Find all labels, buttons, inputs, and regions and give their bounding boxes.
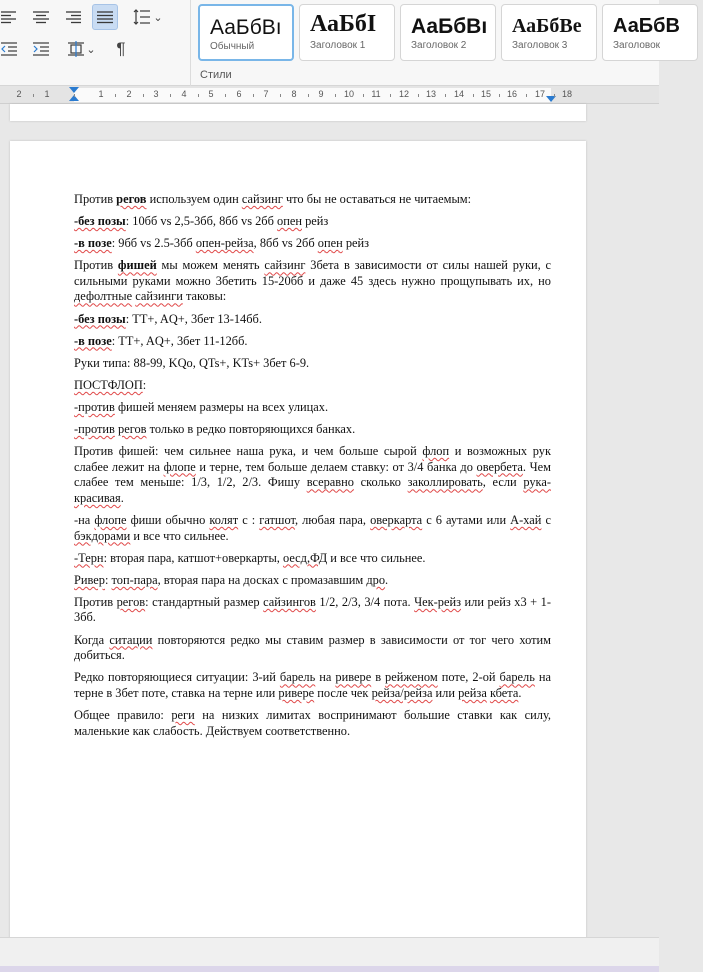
ruler-tick — [473, 94, 474, 97]
ruler-tick-label: 1 — [44, 89, 50, 99]
misspelled-word: -в позе — [74, 236, 112, 251]
ruler-tick — [225, 94, 226, 97]
misspelled-word: -против — [74, 422, 115, 437]
ruler-tick-label: 18 — [561, 89, 573, 99]
ruler-tick — [526, 94, 527, 97]
ruler-tick — [170, 94, 171, 97]
style-normal[interactable] — [198, 4, 294, 61]
misspelled-word: топ-пара — [111, 572, 158, 587]
document-paragraph[interactable]: -против регов только в редко повторяющихся банках. — [74, 422, 356, 437]
style-name: Заголовок — [613, 40, 661, 51]
misspelled-word: -без позы — [74, 311, 126, 326]
misspelled-word: опен — [277, 214, 302, 229]
paragraph-spacing-icon — [68, 41, 84, 57]
misspelled-word: Чек-рейз — [414, 594, 461, 609]
document-paragraph[interactable]: Против регов используем один сайзинг что бы не оставаться не читаемым: — [74, 192, 472, 206]
ruler-text-area — [74, 88, 551, 102]
misspelled-word: флоп — [422, 444, 450, 459]
document-paragraph[interactable]: -в позе: TT+, AQ+, 3бет 11-12бб. — [74, 333, 248, 348]
misspelled-word: всеравно — [306, 475, 354, 490]
status-bar — [0, 937, 659, 972]
misspelled-word: дро — [366, 572, 386, 587]
misspelled-word: А-хай — [510, 513, 542, 527]
ruler-tick-label: 3 — [153, 89, 159, 99]
document-paragraph[interactable]: Против фишей: чем сильнее наша рука, и чем больше сырой флоп и возможных рук слабее лежит на флопе и терне, тем больше делаем ставку: от 3/4 банка до овербета. Чем слабее тем меньше: 1/3, 1/2, 2/3. Фишу всеравно сколько заколлировать, если рука-красивая. — [74, 444, 552, 505]
style-sample: АаБбВı — [411, 15, 488, 38]
ruler-tick — [115, 94, 116, 97]
misspelled-word: ситации — [109, 632, 153, 647]
misspelled-word: барель — [279, 670, 316, 685]
ruler-tick-label: 16 — [506, 89, 518, 99]
horizontal-ruler[interactable] — [0, 86, 659, 104]
first-line-indent-marker[interactable] — [69, 87, 79, 93]
document-paragraph[interactable]: Когда ситации повторяются редко мы ставим размер в зависимости от тог чего хотим добиться. — [74, 632, 551, 663]
chevron-down-icon: ⌄ — [153, 11, 163, 24]
document-paragraph[interactable]: -в позе: 9бб vs 2.5-3бб опен-рейза, 8бб vs 2бб опен рейз — [74, 236, 370, 251]
style-heading-2[interactable] — [400, 4, 496, 61]
document-paragraph[interactable]: Общее правило: реги на низких лимитах воспринимают большие ставки как силу, маленькие как слабость. Действуем соответственно. — [74, 707, 551, 738]
misspelled-word: сайзинг — [264, 258, 306, 273]
misspelled-word: овербета — [476, 459, 523, 474]
misspelled-word: рейза/рейза — [371, 685, 433, 700]
ruler-tick-label: 12 — [398, 89, 410, 99]
style-name: Заголовок 3 — [512, 40, 568, 51]
pilcrow-icon: ¶ — [116, 39, 126, 58]
align-left-button[interactable] — [0, 4, 22, 30]
chevron-down-icon: ⌄ — [86, 43, 96, 56]
document-canvas[interactable] — [0, 104, 659, 937]
ruler-tick-label: 8 — [291, 89, 297, 99]
misspelled-word: сайзинги — [135, 289, 183, 304]
misspelled-word: дефолтные — [74, 289, 133, 304]
misspelled-word: опен-рейза — [195, 236, 254, 251]
formatting-marks-button[interactable] — [108, 36, 134, 62]
ruler-tick — [445, 94, 446, 97]
misspelled-word: рейженом — [385, 670, 438, 685]
document-paragraph[interactable]: Против фишей мы можем менять сайзинг 3бета в зависимости от силы нашей руки, с сильными руками можно 3бетить 15-20бб и даже 45 здесь нужно прощупывать их, но дефолтные сайзинги таковы: — [74, 258, 552, 304]
align-justify-icon — [97, 10, 113, 24]
misspelled-word: ривере — [278, 685, 315, 700]
line-spacing-dropdown[interactable] — [126, 4, 170, 30]
document-paragraph[interactable]: Редко повторяющиеся ситуации: 3-ий барель на ривере в рейженом поте, 2-ой барель на терне в 3бет поте, ставка на терне или ривере после чек рейза/рейза или рейза кбета. — [74, 670, 551, 700]
line-spacing-icon — [133, 9, 151, 25]
style-name: Обычный — [210, 41, 255, 52]
ruler-tick-label: 5 — [208, 89, 214, 99]
ruler-tick — [418, 94, 419, 97]
misspelled-word: кбета — [489, 685, 519, 700]
misspelled-word: барель — [499, 670, 535, 685]
ruler-tick — [499, 94, 500, 97]
misspelled-word: реги — [171, 707, 195, 722]
document-paragraph[interactable]: -на флопе фиши обычно колят с : гатшот, любая пара, оверкарта с 6 аутами или А-хай с бэкдорами и все что сильнее. — [74, 513, 551, 543]
styles-group-label: Стили — [200, 69, 232, 81]
misspelled-word: флопе — [94, 513, 127, 527]
misspelled-word: регов — [116, 594, 146, 609]
align-justify-button[interactable] — [92, 4, 118, 30]
misspelled-word: опен — [317, 236, 343, 251]
increase-indent-button[interactable] — [28, 36, 54, 62]
align-right-icon — [65, 10, 81, 24]
ruler-tick — [143, 94, 144, 97]
style-sample: АаБбВе — [512, 15, 582, 37]
ruler-tick-label: 2 — [16, 89, 22, 99]
misspelled-word: регов — [118, 422, 147, 437]
document-paragraph[interactable]: Против регов: стандартный размер сайзингов 1/2, 2/3, 3/4 пота. Чек-рейз или рейз х3 + 1-3бб. — [74, 594, 552, 625]
document-page[interactable] — [10, 141, 586, 941]
document-paragraph[interactable]: -без позы: 10бб vs 2,5-3бб, 8бб vs 2бб опен рейз — [74, 214, 329, 229]
misspelled-word: рейза — [458, 685, 487, 700]
misspelled-word: гатшот — [259, 513, 295, 527]
misspelled-word: сайзинг — [241, 192, 283, 206]
ruler-tick-label: 7 — [263, 89, 269, 99]
toolbar-row-alignment — [0, 2, 170, 32]
style-heading-1[interactable] — [299, 4, 395, 61]
misspelled-word: -без позы — [74, 214, 126, 229]
ruler-tick-label: 15 — [480, 89, 492, 99]
ruler-tick — [198, 94, 199, 97]
misspelled-word: сайзингов — [263, 594, 316, 609]
toolbar-separator — [190, 0, 191, 86]
misspelled-word: рука-красивая — [74, 475, 551, 505]
document-paragraph[interactable]: Ривер: топ-пара, вторая пара на досках с промазавшим дро. — [74, 572, 389, 587]
document-paragraph[interactable]: -без позы: TT+, AQ+, 3бет 13-14бб. — [74, 311, 262, 326]
ruler-tick-label: 4 — [181, 89, 187, 99]
misspelled-word: колят — [209, 513, 239, 527]
align-right-button[interactable] — [60, 4, 86, 30]
ruler-tick-label: 13 — [425, 89, 437, 99]
misspelled-word: -против — [74, 399, 115, 414]
align-left-icon — [1, 10, 17, 24]
style-heading-3[interactable] — [501, 4, 597, 61]
ruler-tick-label: 11 — [371, 89, 381, 99]
style-name: Заголовок 2 — [411, 40, 467, 51]
styles-gallery — [198, 4, 703, 61]
document-paragraph[interactable]: Руки типа: 88-99, KQo, QTs+, KTs+ 3бет 6-9. — [74, 355, 310, 370]
style-name: Заголовок 1 — [310, 40, 366, 51]
style-sample: АаБбВ — [613, 15, 680, 37]
misspelled-word: ривере — [335, 670, 372, 685]
ruler-tick-label: 17 — [534, 89, 546, 99]
style-sample: АаБбI — [310, 11, 377, 37]
vertical-scrollbar[interactable] — [651, 104, 659, 937]
misspelled-word: Ривер — [74, 572, 105, 587]
toolbar-row-indent — [0, 34, 134, 64]
misspelled-word: регов — [116, 192, 147, 206]
ruler-tick — [363, 94, 364, 97]
ruler-tick — [335, 94, 336, 97]
ruler-tick — [280, 94, 281, 97]
formatting-toolbar — [0, 0, 680, 86]
misspelled-word: оесд,ФД — [282, 550, 328, 565]
ruler-tick-label: 6 — [236, 89, 242, 99]
decrease-indent-button[interactable] — [0, 36, 22, 62]
misspelled-word: заколлировать — [407, 475, 483, 490]
document-body[interactable] — [74, 192, 551, 746]
misspelled-word: оверкарта — [370, 513, 423, 527]
document-paragraph[interactable]: -Терн: вторая пара, катшот+оверкарты, оесд,ФД и все что сильнее. — [74, 550, 426, 565]
ruler-tick — [253, 94, 254, 97]
ruler-tick — [390, 94, 391, 97]
increase-indent-icon — [33, 42, 49, 56]
misspelled-word: ПОСТФЛОП — [74, 377, 143, 392]
misspelled-word: бэкдорами — [74, 528, 131, 543]
document-paragraph[interactable]: ПОСТФЛОП: — [74, 377, 147, 392]
paragraph-spacing-dropdown[interactable] — [62, 36, 102, 62]
ruler-tick — [33, 94, 34, 97]
ruler-tick-label: 14 — [453, 89, 465, 99]
ruler-tick-label: 2 — [126, 89, 132, 99]
align-center-icon — [33, 10, 49, 24]
ruler-tick — [554, 94, 555, 97]
ruler-tick — [308, 94, 309, 97]
style-sample: АаБбВı — [210, 16, 282, 39]
taskbar-strip — [0, 966, 659, 972]
ruler-tick-label: 10 — [343, 89, 355, 99]
ruler-tick-label: 9 — [318, 89, 324, 99]
decrease-indent-icon — [1, 42, 17, 56]
misspelled-word: флопе — [163, 459, 196, 474]
style-title[interactable] — [602, 4, 698, 61]
misspelled-word: -в позе — [74, 333, 112, 348]
misspelled-word: фишей — [117, 258, 157, 273]
misspelled-word: -Терн — [74, 550, 104, 565]
document-paragraph[interactable]: -против фишей меняем размеры на всех улицах. — [74, 399, 329, 414]
ruler-tick-label: 1 — [98, 89, 104, 99]
ruler-tick — [74, 94, 75, 97]
align-center-button[interactable] — [28, 4, 54, 30]
previous-page — [10, 104, 586, 121]
